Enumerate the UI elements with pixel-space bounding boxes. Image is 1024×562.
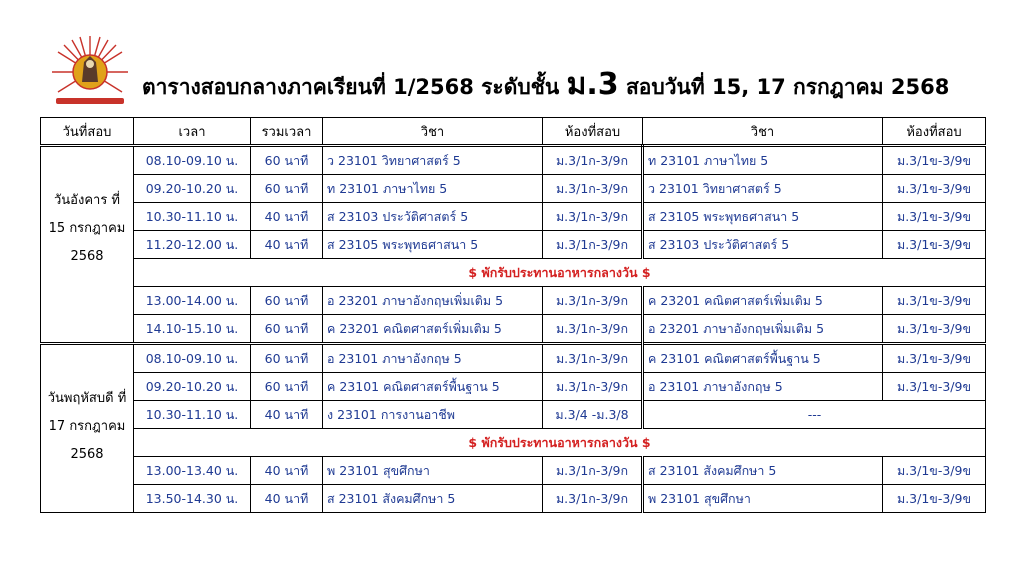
subject-b: อ 23201 ภาษาอังกฤษเพิ่มเติม 5 xyxy=(643,315,883,344)
exam-duration: 40 นาที xyxy=(251,401,323,429)
header-time: เวลา xyxy=(134,118,251,146)
exam-time: 13.00-13.40 น. xyxy=(134,457,251,485)
title-level: ม.3 xyxy=(566,67,619,102)
exam-schedule-table xyxy=(40,117,986,513)
room-b: ม.3/1ข-3/9ข xyxy=(883,231,986,259)
subject-a: พ 23101 สุขศึกษา xyxy=(323,457,543,485)
room-b: ม.3/1ข-3/9ข xyxy=(883,373,986,401)
room-b: ม.3/1ข-3/9ข xyxy=(883,344,986,373)
exam-time: 10.30-11.10 น. xyxy=(134,203,251,231)
subject-b: ส 23103 ประวัติศาสตร์ 5 xyxy=(643,231,883,259)
table-row xyxy=(41,485,986,513)
table-row xyxy=(41,231,986,259)
exam-time: 13.50-14.30 น. xyxy=(134,485,251,513)
subject-a: อ 23101 ภาษาอังกฤษ 5 xyxy=(323,344,543,373)
subject-a: ส 23105 พระพุทธศาสนา 5 xyxy=(323,231,543,259)
exam-duration: 60 นาที xyxy=(251,287,323,315)
exam-time: 10.30-11.10 น. xyxy=(134,401,251,429)
room-b: ม.3/1ข-3/9ข xyxy=(883,457,986,485)
exam-time: 08.10-09.10 น. xyxy=(134,344,251,373)
header-row xyxy=(41,118,986,146)
room-b: ม.3/1ข-3/9ข xyxy=(883,203,986,231)
table-row xyxy=(41,315,986,344)
exam-duration: 40 นาที xyxy=(251,231,323,259)
room-a: ม.3/1ก-3/9ก xyxy=(543,287,643,315)
subject-a: ง 23101 การงานอาชีพ xyxy=(323,401,543,429)
subject-b: ว 23101 วิทยาศาสตร์ 5 xyxy=(643,175,883,203)
room-a: ม.3/1ก-3/9ก xyxy=(543,203,643,231)
day-label: วันพฤหัสบดี ที่ 17 กรกฎาคม 2568 xyxy=(41,344,134,513)
exam-time: 09.20-10.20 น. xyxy=(134,175,251,203)
exam-duration: 60 นาที xyxy=(251,315,323,344)
exam-duration: 40 นาที xyxy=(251,203,323,231)
lunch-break: $ พักรับประทานอาหารกลางวัน $ xyxy=(134,259,986,287)
school-emblem-icon xyxy=(48,34,132,112)
header-room-a: ห้องที่สอบ xyxy=(543,118,643,146)
subject-b: ส 23101 สังคมศึกษา 5 xyxy=(643,457,883,485)
room-b: ม.3/1ข-3/9ข xyxy=(883,485,986,513)
subject-b: ค 23201 คณิตศาสตร์เพิ่มเติม 5 xyxy=(643,287,883,315)
exam-duration: 60 นาที xyxy=(251,146,323,175)
subject-a: ว 23101 วิทยาศาสตร์ 5 xyxy=(323,146,543,175)
table-row xyxy=(41,457,986,485)
room-b: ม.3/1ข-3/9ข xyxy=(883,287,986,315)
subject-a: ส 23101 สังคมศึกษา 5 xyxy=(323,485,543,513)
subject-a: อ 23201 ภาษาอังกฤษเพิ่มเติม 5 xyxy=(323,287,543,315)
table-row xyxy=(41,146,986,175)
exam-duration: 40 นาที xyxy=(251,485,323,513)
room-a: ม.3/1ก-3/9ก xyxy=(543,231,643,259)
exam-time: 13.00-14.00 น. xyxy=(134,287,251,315)
header-duration: รวมเวลา xyxy=(251,118,323,146)
table-row xyxy=(41,401,986,429)
room-a: ม.3/1ก-3/9ก xyxy=(543,146,643,175)
table-row xyxy=(41,287,986,315)
day-label: วันอังคาร ที่ 15 กรกฎาคม 2568 xyxy=(41,146,134,344)
title-prefix: ตารางสอบกลางภาคเรียนที่ 1/2568 ระดับชั้น xyxy=(142,75,567,99)
lunch-break: $ พักรับประทานอาหารกลางวัน $ xyxy=(134,429,986,457)
subject-a: ส 23103 ประวัติศาสตร์ 5 xyxy=(323,203,543,231)
subject-a: ค 23101 คณิตศาสตร์พื้นฐาน 5 xyxy=(323,373,543,401)
exam-time: 08.10-09.10 น. xyxy=(134,146,251,175)
table-row xyxy=(41,344,986,373)
header-subject-b: วิชา xyxy=(643,118,883,146)
subject-b: อ 23101 ภาษาอังกฤษ 5 xyxy=(643,373,883,401)
table-row xyxy=(41,373,986,401)
room-a: ม.3/4 -ม.3/8 xyxy=(543,401,643,429)
header-room-b: ห้องที่สอบ xyxy=(883,118,986,146)
subject-b: พ 23101 สุขศึกษา xyxy=(643,485,883,513)
header-subject-a: วิชา xyxy=(323,118,543,146)
room-a: ม.3/1ก-3/9ก xyxy=(543,485,643,513)
room-a: ม.3/1ก-3/9ก xyxy=(543,175,643,203)
room-a: ม.3/1ก-3/9ก xyxy=(543,457,643,485)
subject-a: ค 23201 คณิตศาสตร์เพิ่มเติม 5 xyxy=(323,315,543,344)
exam-time: 14.10-15.10 น. xyxy=(134,315,251,344)
subject-b: ส 23105 พระพุทธศาสนา 5 xyxy=(643,203,883,231)
exam-duration: 60 นาที xyxy=(251,344,323,373)
room-b: ม.3/1ข-3/9ข xyxy=(883,146,986,175)
table-row xyxy=(41,203,986,231)
title-suffix: สอบวันที่ 15, 17 กรกฎาคม 2568 xyxy=(618,75,950,99)
room-a: ม.3/1ก-3/9ก xyxy=(543,344,643,373)
exam-duration: 60 นาที xyxy=(251,373,323,401)
no-subject-dash: --- xyxy=(643,401,986,429)
exam-time: 11.20-12.00 น. xyxy=(134,231,251,259)
room-b: ม.3/1ข-3/9ข xyxy=(883,175,986,203)
exam-duration: 40 นาที xyxy=(251,457,323,485)
room-a: ม.3/1ก-3/9ก xyxy=(543,373,643,401)
exam-duration: 60 นาที xyxy=(251,175,323,203)
break-row xyxy=(41,259,986,287)
page-title xyxy=(142,64,1012,106)
subject-b: ท 23101 ภาษาไทย 5 xyxy=(643,146,883,175)
break-row xyxy=(41,429,986,457)
room-a: ม.3/1ก-3/9ก xyxy=(543,315,643,344)
subject-a: ท 23101 ภาษาไทย 5 xyxy=(323,175,543,203)
header-day: วันที่สอบ xyxy=(41,118,134,146)
exam-time: 09.20-10.20 น. xyxy=(134,373,251,401)
room-b: ม.3/1ข-3/9ข xyxy=(883,315,986,344)
table-row xyxy=(41,175,986,203)
subject-b: ค 23101 คณิตศาสตร์พื้นฐาน 5 xyxy=(643,344,883,373)
